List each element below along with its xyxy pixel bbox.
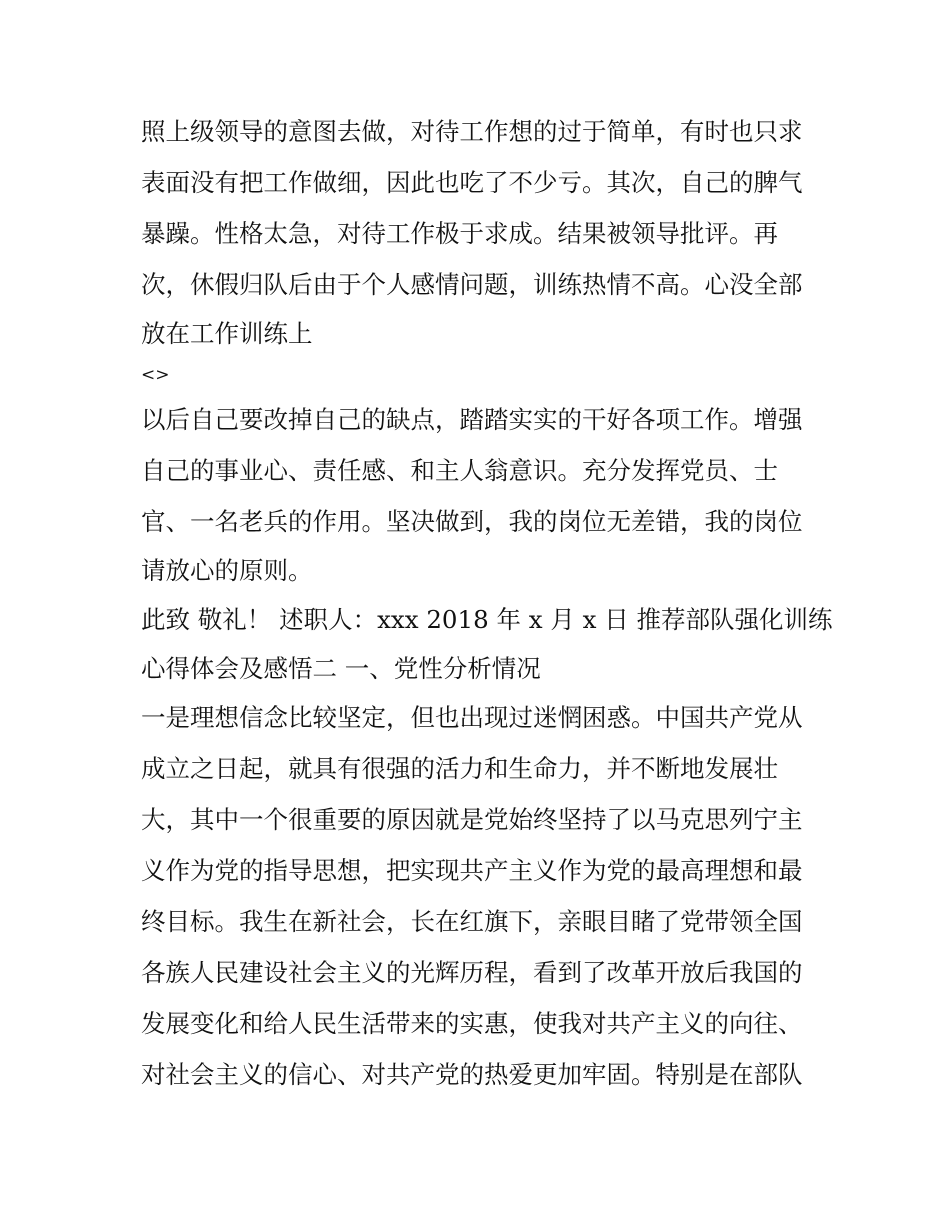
text-line: 此致 敬礼！ 述职人：xxx 2018 年 x 月 x 日 推荐部队强化训练 [141,605,833,634]
text-line: 各族人民建设社会主义的光辉历程，看到了改革开放后我国的 [141,958,803,987]
text-line: 照上级领导的意图去做，对待工作想的过于简单，有时也只求 [141,117,803,146]
text-line: 放在工作训练上 [141,319,313,348]
text-line: 成立之日起，就具有很强的活力和生命力，并不断地发展壮 [141,754,778,783]
placeholder-marker: <> [141,365,170,385]
text-line: 以后自己要改掉自己的缺点，踏踏实实的干好各项工作。增强 [141,405,803,434]
text-line: 暴躁。性格太急，对待工作极于求成。结果被领导批评。再 [141,219,778,248]
text-line: 表面没有把工作做细，因此也吃了不少亏。其次，自己的脾气 [141,168,803,197]
text-line: 自己的事业心、责任感、和主人翁意识。充分发挥党员、士 [141,456,778,485]
text-line: 请放心的原则。 [141,556,313,585]
text-line: 一是理想信念比较坚定，但也出现过迷惘困惑。中国共产党从 [141,703,803,732]
text-line: 终目标。我生在新社会，长在红旗下，亲眼目睹了党带领全国 [141,907,803,936]
text-line: 大，其中一个很重要的原因就是党始终坚持了以马克思列宁主 [141,805,803,834]
text-line: 义作为党的指导思想，把实现共产主义作为党的最高理想和最 [141,856,803,885]
text-line: 官、一名老兵的作用。坚决做到，我的岗位无差错，我的岗位 [141,507,803,536]
text-line: 发展变化和给人民生活带来的实惠，使我对共产主义的向往、 [141,1009,803,1038]
document-body [141,106,833,1100]
text-line: 次，休假归队后由于个人感情问题，训练热情不高。心没全部 [141,270,803,299]
text-line: 对社会主义的信心、对共产党的热爱更加牢固。特别是在部队 [141,1060,803,1089]
text-line: 心得体会及感悟二 一、党性分析情况 [141,654,541,683]
